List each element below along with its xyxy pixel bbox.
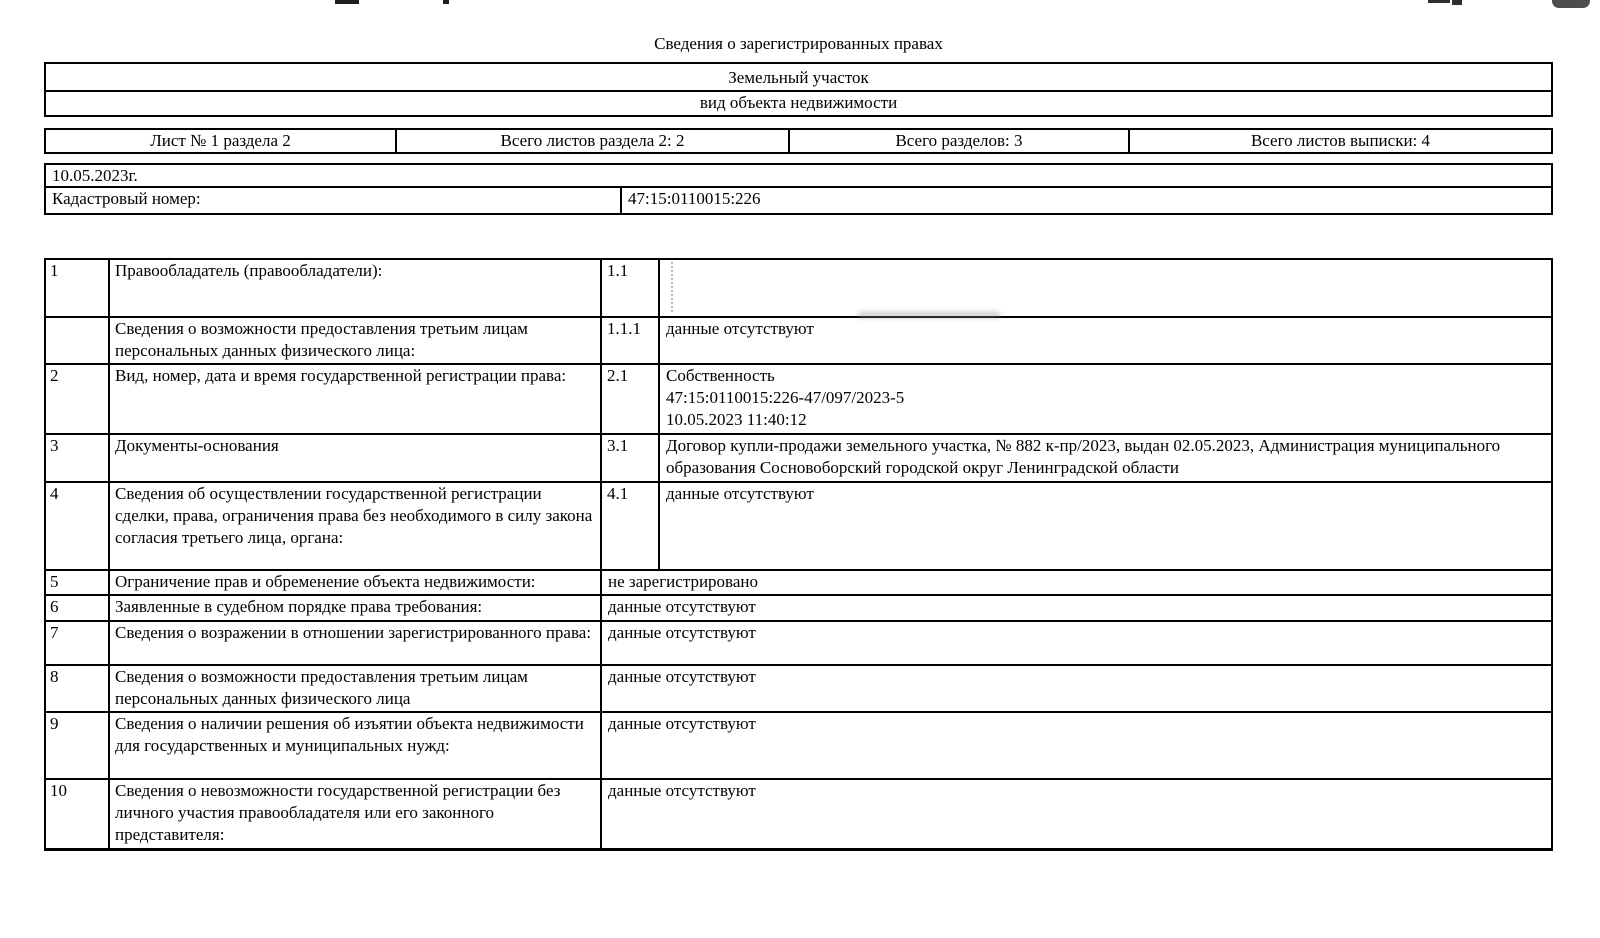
toolbar-fragment <box>443 0 449 4</box>
sheet-number-cell: Лист № 1 раздела 2 <box>46 130 397 152</box>
row-label: Вид, номер, дата и время государственной регистрации права: <box>110 365 602 433</box>
table-row <box>46 435 1551 483</box>
page-title: Сведения о зарегистрированных правах <box>654 34 943 53</box>
extract-sheets-total-cell: Всего листов выписки: 4 <box>1250 131 1431 150</box>
row-value-line: данные отсутствуют <box>608 623 756 642</box>
row-value <box>602 666 1551 711</box>
cadastral-number-label: Кадастровый номер: <box>46 188 622 213</box>
row-value <box>660 260 1551 316</box>
row-label: Сведения о возражении в отношении зарегистрированного права: <box>110 622 602 664</box>
row-number: 5 <box>46 571 110 594</box>
row-value <box>660 318 1551 363</box>
row-value-line: данные отсутствуют <box>608 781 756 800</box>
row-value <box>602 780 1551 848</box>
row-value-line: Собственность <box>666 366 775 385</box>
cadastral-number-value: 47:15:0110015:226 <box>628 189 761 208</box>
row-number: 4 <box>46 483 110 569</box>
toolbar-fragment <box>335 0 359 4</box>
redaction-smudge <box>858 311 1000 319</box>
row-number: 9 <box>46 713 110 778</box>
row-number: 1 <box>46 260 110 316</box>
extract-info-table <box>44 163 1553 215</box>
sections-total-cell: Всего разделов: 3 <box>790 130 1130 152</box>
row-number: 3 <box>46 435 110 481</box>
row-label: Заявленные в судебном порядке права требования: <box>110 596 602 620</box>
row-number <box>46 318 110 363</box>
row-subnumber: 1.1 <box>602 260 660 316</box>
object-type-table <box>44 62 1553 117</box>
toolbar-button-fragment[interactable] <box>1552 0 1590 8</box>
row-value-line: данные отсутствуют <box>608 714 756 733</box>
row-value <box>602 596 1551 620</box>
row-value-line: данные отсутствуют <box>666 319 814 338</box>
extract-date: 10.05.2023г. <box>46 165 1551 188</box>
row-label: Правообладатель (правообладатели): <box>110 260 602 316</box>
row-value <box>660 435 1551 481</box>
row-subnumber: 1.1.1 <box>602 318 660 363</box>
row-label: Сведения о возможности предоставления третьим лицам персональных данных физического лица <box>110 666 602 711</box>
row-subnumber: 3.1 <box>602 435 660 481</box>
table-row <box>46 483 1551 571</box>
table-row <box>46 713 1551 780</box>
row-label: Сведения о возможности предоставления третьим лицам персональных данных физического лица: <box>110 318 602 363</box>
row-value <box>602 622 1551 664</box>
row-number: 10 <box>46 780 110 848</box>
rights-table <box>44 258 1553 851</box>
row-label: Документы-основания <box>110 435 602 481</box>
toolbar-fragment <box>1452 0 1462 5</box>
row-value <box>660 365 1551 433</box>
row-value-line: 10.05.2023 11:40:12 <box>666 410 807 429</box>
row-label: Сведения о невозможности государственной регистрации без личного участия правообладателя или его законного представителя: <box>110 780 602 848</box>
row-value <box>602 713 1551 778</box>
row-subnumber: 4.1 <box>602 483 660 569</box>
row-value-line: Договор купли-продажи земельного участка, № 882 к-пр/2023, выдан 02.05.2023, Администрация муниципального образования Сосновоборский городской округ Ленинградской области <box>666 436 1501 477</box>
row-number: 6 <box>46 596 110 620</box>
row-value <box>602 571 1551 594</box>
row-number: 7 <box>46 622 110 664</box>
object-kind-caption: вид объекта недвижимости <box>699 93 898 112</box>
row-value-line: данные отсутствуют <box>608 597 756 616</box>
object-kind: Земельный участок <box>46 64 1551 92</box>
table-row <box>46 780 1551 848</box>
toolbar-fragment <box>1428 0 1450 3</box>
row-value-line: не зарегистрировано <box>608 572 758 591</box>
row-value <box>660 483 1551 569</box>
section-sheets-total-cell: Всего листов раздела 2: 2 <box>397 130 790 152</box>
row-value-line: данные отсутствуют <box>666 484 814 503</box>
row-value-line: данные отсутствуют <box>608 667 756 686</box>
row-label: Ограничение прав и обременение объекта недвижимости: <box>110 571 602 594</box>
sheet-header-table <box>44 128 1553 154</box>
redaction-dotted-edge <box>671 262 673 312</box>
row-number: 2 <box>46 365 110 433</box>
table-row <box>46 571 1551 596</box>
row-label: Сведения об осуществлении государственной регистрации сделки, права, ограничения права без необходимого в силу закона согласия третьего лица, органа: <box>110 483 602 569</box>
row-label: Сведения о наличии решения об изъятии объекта недвижимости для государственных и муниципальных нужд: <box>110 713 602 778</box>
row-number: 8 <box>46 666 110 711</box>
table-row <box>46 596 1551 622</box>
table-row <box>46 260 1551 318</box>
table-row <box>46 365 1551 435</box>
table-row <box>46 622 1551 666</box>
row-value-line: 47:15:0110015:226-47/097/2023-5 <box>666 388 905 407</box>
row-subnumber: 2.1 <box>602 365 660 433</box>
table-row <box>46 666 1551 713</box>
table-row <box>46 318 1551 365</box>
